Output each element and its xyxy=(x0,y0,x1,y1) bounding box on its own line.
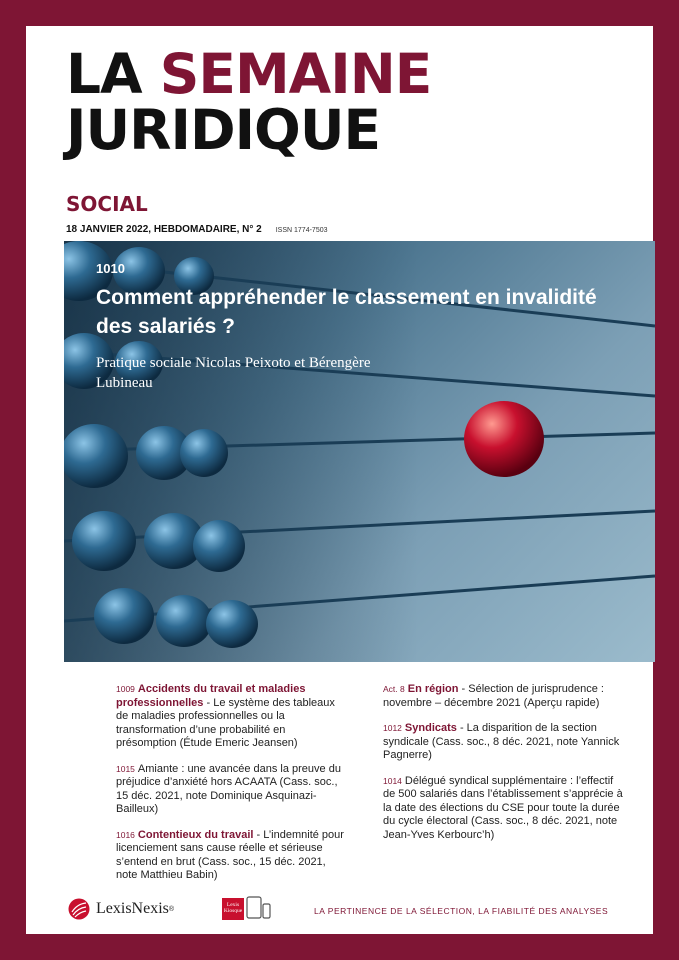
lexis-kiosque-logo xyxy=(222,896,272,920)
item-text: Amiante : une avancée dans la preuve du préjudice d’anxiété hors ACAATA (Cass. soc., 15 déc. 2021, note Dominique Asquinazi-Bailleux) xyxy=(116,762,341,815)
tagline: LA PERTINENCE DE LA SÉLECTION, LA FIABILITÉ DES ANALYSES xyxy=(314,906,609,916)
summary-item xyxy=(116,829,348,883)
phone-icon xyxy=(263,904,270,918)
item-text: - La disparition de la section syndicale (Cass. soc., 8 déc. 2021, note Yannick Pagnerre) xyxy=(383,722,620,761)
summary-item xyxy=(383,683,628,710)
item-text: Délégué syndical supplémentaire : l’effectif de 500 salariés dans l’établissement s’apprécie à la date des élections du CSE pour toute la durée du cycle électoral (Cass. soc., 8 déc. 2021, note Jean-Yves Kerbourc’h) xyxy=(383,774,623,841)
summary-right-column xyxy=(383,683,628,854)
item-number: Act. 8 xyxy=(383,684,405,694)
item-text: - Sélection de jurisprudence : novembre – décembre 2021 (Aperçu rapide) xyxy=(383,683,604,709)
section-title: SOCIAL xyxy=(66,192,148,216)
item-text: - L’indemnité pour licenciement sans cause réelle et sérieuse s’entend en brut (Cass. soc., 15 déc. 2021, note Matthieu Babin) xyxy=(116,828,344,881)
masthead-line1 xyxy=(66,42,432,106)
lexisnexis-logo-icon xyxy=(68,898,90,920)
dateline xyxy=(66,224,328,235)
publisher-name: LexisNexis xyxy=(96,900,169,917)
item-number: 1014 xyxy=(383,775,402,786)
masthead-prefix: LA xyxy=(66,42,160,106)
masthead-line2: JURIDIQUE xyxy=(66,98,381,162)
item-text: - Le système des tableaux de maladies professionnelles ou la transformation d’une probabilité en présomption (Étude Emeric Jeansen) xyxy=(116,696,335,749)
cover-article-number: 1010 xyxy=(96,261,125,276)
kiosque-badge xyxy=(222,898,244,920)
item-number: 1009 xyxy=(116,684,135,694)
registered-mark: ® xyxy=(168,905,175,913)
summary-item xyxy=(116,763,348,817)
item-topic: Syndicats xyxy=(404,722,457,734)
tablet-icon xyxy=(244,896,272,920)
summary-item xyxy=(383,775,628,843)
issue-date: 18 JANVIER 2022, HEBDOMADAIRE, N° 2 xyxy=(66,224,262,235)
item-number: 1012 xyxy=(383,723,402,733)
summary-left-column xyxy=(116,683,348,895)
cover-image xyxy=(64,241,655,662)
issn: ISSN 1774-7503 xyxy=(275,227,328,234)
summary-item xyxy=(116,683,348,751)
masthead-accent: SEMAINE xyxy=(159,42,432,106)
kiosque-line2: Kiosque xyxy=(223,908,243,914)
kiosque-line1: Lexis xyxy=(226,902,240,908)
masthead xyxy=(66,42,432,162)
summary-item xyxy=(383,722,628,763)
item-number: 1015 xyxy=(116,763,135,774)
item-number: 1016 xyxy=(116,829,135,840)
item-topic: Accidents du travail et maladies professionnelles xyxy=(116,683,306,709)
cover-article-title: Comment appréhender le classement en invalidité des salariés ? xyxy=(96,286,597,338)
lexisnexis-logo xyxy=(68,898,174,920)
item-topic: Contentieux du travail xyxy=(137,828,254,841)
cover-article-subtitle: Pratique sociale Nicolas Peixoto et Bérengère Lubineau xyxy=(96,355,371,391)
item-topic: En région xyxy=(407,683,459,695)
red-bead xyxy=(464,401,544,477)
